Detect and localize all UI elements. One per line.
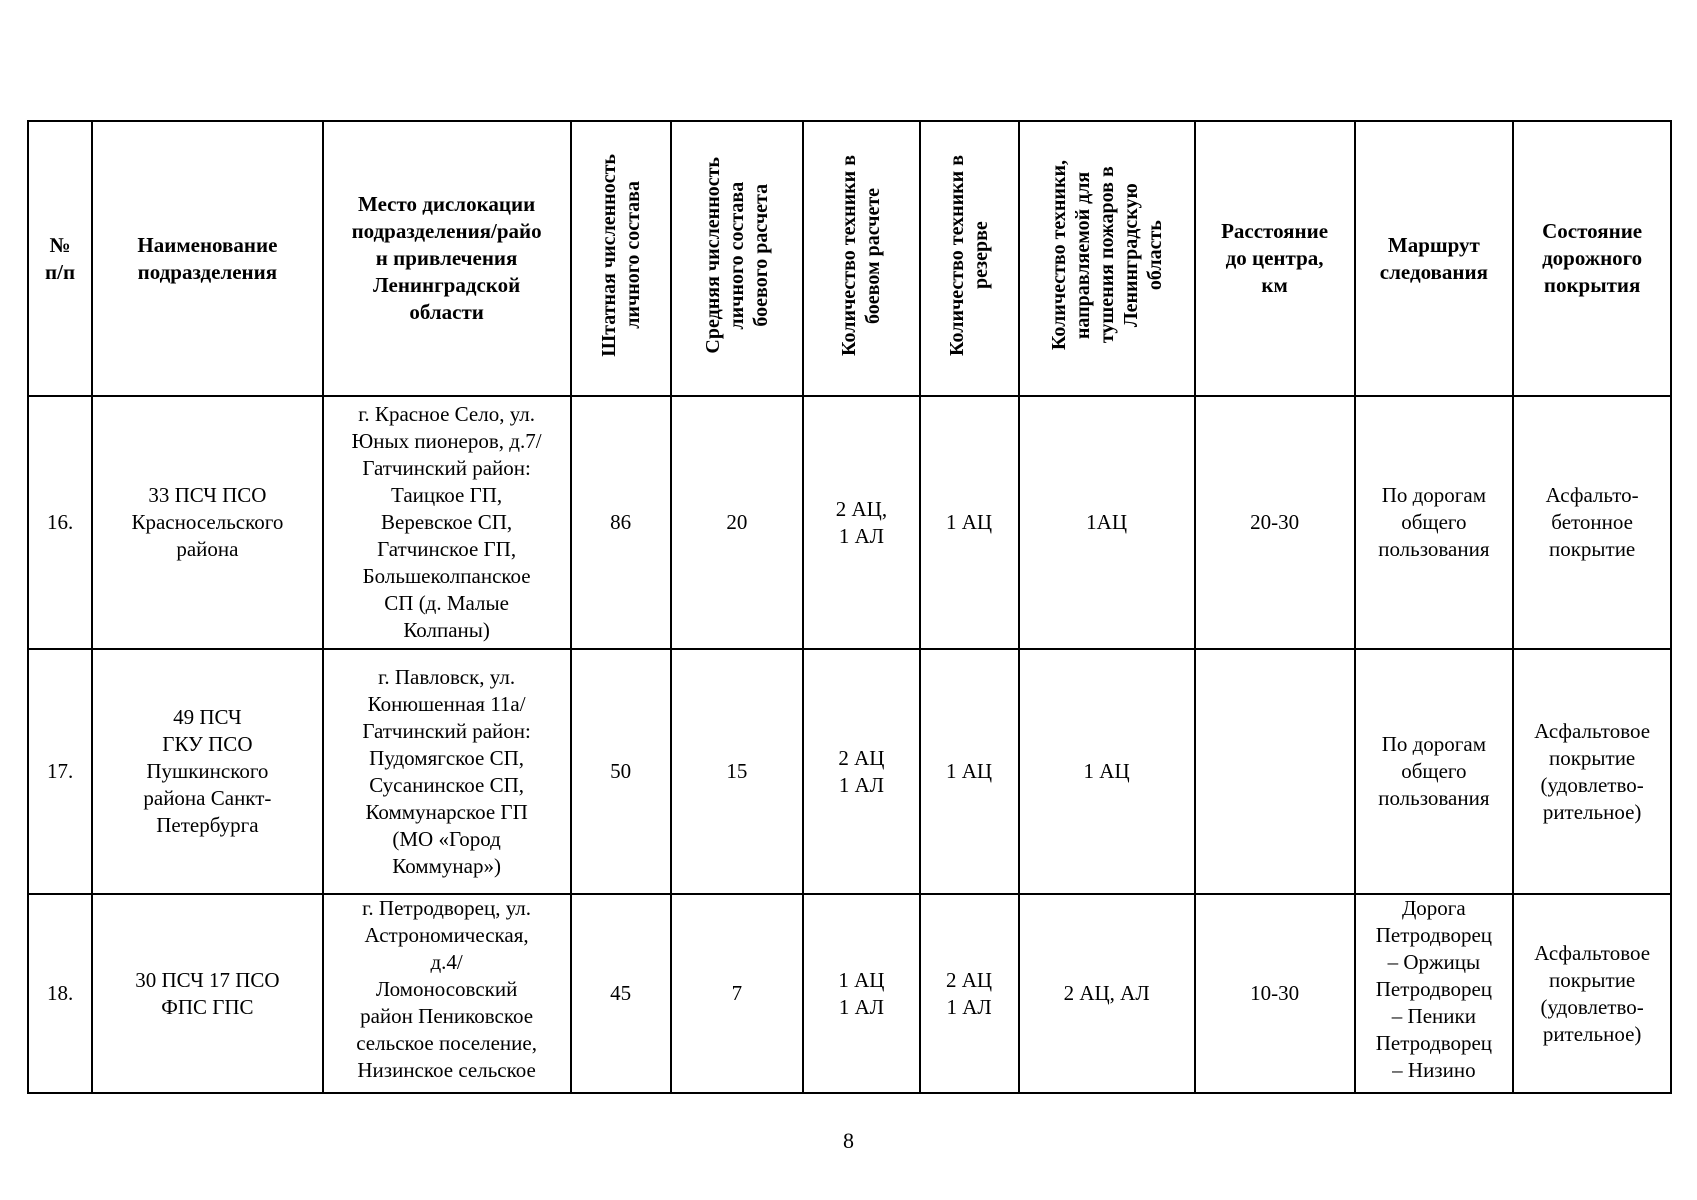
cell-route: По дорогам общего пользования [1355,396,1514,649]
table-row [28,894,1671,1093]
cell-location [323,894,571,1093]
cell-name: 30 ПСЧ 17 ПСО ФПС ГПС [92,894,323,1093]
page-number: 8 [843,1128,854,1153]
cell-num: 18. [28,894,92,1093]
cell-road: Асфальто- бетонное покрытие [1513,396,1671,649]
header-num [28,121,92,396]
cell-location: г. Павловск, ул. Конюшенная 11а/ Гатчинский район: Пудомягское СП, Сусанинское СП, Коммунарское ГП (МО «Город Коммунар») [323,649,571,894]
header-location [323,121,571,396]
cell-num: 17. [28,649,92,894]
header-equip-reserve [920,121,1019,396]
cell-name: 49 ПСЧ ГКУ ПСО Пушкинского района Санкт- Петербурга [92,649,323,894]
header-equip-region-text: Количество техники, направляемой для тушения пожаров в Ленинградскую область [1047,159,1166,351]
header-route [1355,121,1514,396]
cell-route: По дорогам общего пользования [1355,649,1514,894]
header-avg-crew [671,121,804,396]
table-row [28,396,1671,649]
cell-equip-region: 2 АЦ, АЛ [1019,894,1195,1093]
cell-distance: 10-30 [1195,894,1355,1093]
cell-location-text: г. Петродворец, ул. Астрономическая, д.4/ Ломоносовский район Пениковское сельское поселение, Низинское сельское [356,896,537,1082]
cell-road: Асфальтовое покрытие (удовлетво- рительное) [1513,894,1671,1093]
cell-route [1355,894,1514,1093]
cell-staff: 50 [571,649,671,894]
cell-avg-crew: 15 [671,649,804,894]
cell-distance [1195,649,1355,894]
cell-equip-duty: 2 АЦ 1 АЛ [803,649,919,894]
header-num-text: № п/п [45,232,76,284]
fire-units-table [27,120,1672,1094]
cell-equip-reserve: 2 АЦ 1 АЛ [920,894,1019,1093]
header-avg-crew-text: Средняя численность личного состава боевого расчета [701,156,772,354]
cell-location: г. Красное Село, ул. Юных пионеров, д.7/ Гатчинский район: Таицкое ГП, Веревское СП, Гатчинское ГП, Большеколпанское СП (д. Малые Колпаны) [323,396,571,649]
header-distance-text: Расстояние до центра, км [1221,219,1329,297]
header-road-text: Состояние дорожного покрытия [1542,219,1643,297]
header-name-text: Наименование подразделения [137,232,278,284]
cell-distance: 20-30 [1195,396,1355,649]
cell-road: Асфальтовое покрытие (удовлетво- рительное) [1513,649,1671,894]
header-route-text: Маршрут следования [1379,232,1488,284]
header-equip-reserve-text: Количество техники в резерве [946,154,993,356]
header-staff [571,121,671,396]
cell-equip-region: 1 АЦ [1019,649,1195,894]
header-distance [1195,121,1355,396]
header-equip-region [1019,121,1195,396]
cell-avg-crew: 20 [671,396,804,649]
cell-name: 33 ПСЧ ПСО Красносельского района [92,396,323,649]
cell-equip-reserve: 1 АЦ [920,396,1019,649]
header-name [92,121,323,396]
cell-staff: 45 [571,894,671,1093]
cell-equip-duty: 2 АЦ, 1 АЛ [803,396,919,649]
cell-route-text: Дорога Петродворец – Оржицы Петродворец – Пеники Петродворец – Низино [1375,896,1493,1082]
cell-avg-crew: 7 [671,894,804,1093]
cell-equip-region: 1АЦ [1019,396,1195,649]
header-road [1513,121,1671,396]
header-equip-duty-text: Количество техники в боевом расчете [838,154,885,356]
table-header-row [28,121,1671,396]
cell-num: 16. [28,396,92,649]
header-equip-duty [803,121,919,396]
cell-equip-duty: 1 АЦ 1 АЛ [803,894,919,1093]
cell-staff: 86 [571,396,671,649]
table-row [28,649,1671,894]
cell-equip-reserve: 1 АЦ [920,649,1019,894]
header-location-text: Место дислокации подразделения/райо н привлечения Ленинградской области [351,192,542,324]
header-staff-text: Штатная численность личного состава [597,153,644,357]
